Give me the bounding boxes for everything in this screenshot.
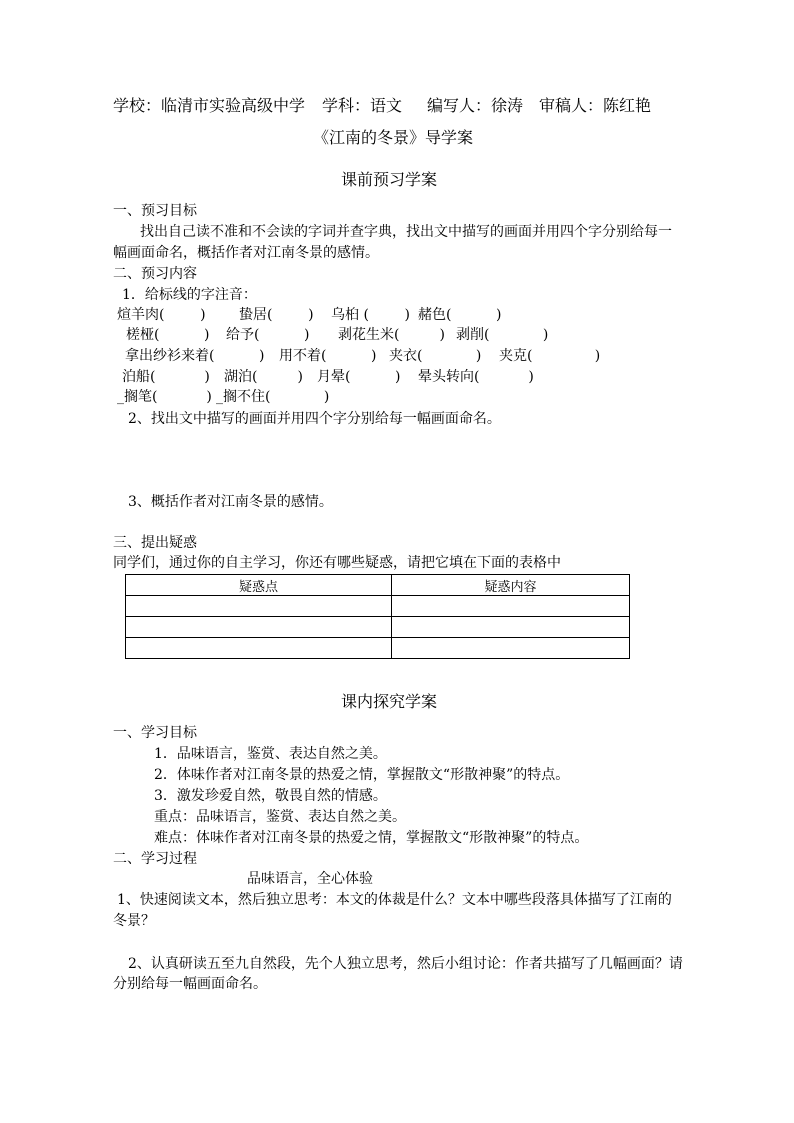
table-cell[interactable] [126, 638, 392, 659]
pinyin-item: 赭色( ) [418, 307, 502, 323]
document-title: 《江南的冬景》导学案 [313, 128, 474, 147]
pinyin-item: 泊船( ) [122, 369, 210, 385]
pinyin-item: 用不着( ) [279, 348, 377, 364]
learning-process-heading: 二、学习过程 [113, 851, 197, 867]
section-title-preview: 课前预习学案 [341, 170, 438, 189]
difficult-point: 难点：体味作者对江南冬景的热爱之情，掌握散文“形散神聚”的特点。 [154, 830, 589, 846]
table-header-row [126, 575, 630, 596]
table-header-doubt-content: 疑惑内容 [392, 575, 630, 596]
learning-goal-item: 1．品味语言，鉴赏、表达自然之美。 [154, 746, 387, 762]
preview-goal-text-cont: 幅画面命名，概括作者对江南冬景的感情。 [113, 245, 379, 261]
table-cell[interactable] [392, 596, 630, 617]
subject-label: 学科：语文 [322, 96, 403, 115]
task-1: 1、快速阅读文本，然后独立思考：本文的体裁是什么？文本中哪些段落具体描写了江南的 [117, 892, 672, 908]
task-2: 2、认真研读五至九自然段，先个人独立思考，然后小组讨论：作者共描写了几幅画面？请 [128, 956, 683, 972]
pinyin-item: 夹克( ) [499, 348, 601, 364]
question-2: 2、找出文中描写的画面并用四个字分别给每一幅画面命名。 [128, 411, 501, 427]
pinyin-item: 给予( ) [226, 327, 310, 343]
pinyin-item: 煊羊肉( ) [117, 307, 206, 323]
learning-goal-heading: 一、学习目标 [113, 725, 197, 741]
preview-content-heading: 二、预习内容 [113, 266, 197, 282]
reviewer-label: 审稿人：陈红艳 [539, 96, 652, 115]
table-cell[interactable] [126, 596, 392, 617]
pinyin-item: 拿出纱衫来着( ) [125, 348, 265, 364]
pinyin-item: 湖泊( ) [224, 369, 303, 385]
process-subtitle: 品味语言，全心体验 [247, 871, 373, 887]
pinyin-item: 夹衣( ) [389, 348, 482, 364]
author-label: 编写人：徐涛 [427, 96, 524, 115]
learning-goal-item: 3．激发珍爱自然，敬畏自然的情感。 [154, 788, 387, 804]
preview-goal-text: 找出自己读不准和不会读的字词并查字典，找出文中描写的画面并用四个字分别给每一 [140, 224, 672, 240]
pinyin-item: _搁不住( ) [216, 389, 330, 405]
key-point: 重点：品味语言，鉴赏、表达自然之美。 [154, 809, 406, 825]
doubt-intro: 同学们，通过你的自主学习，你还有哪些疑惑，请把它填在下面的表格中 [113, 555, 561, 571]
pinyin-item: 剥花生米( ) [338, 327, 445, 343]
pinyin-item: 蛰居( ) [239, 307, 314, 323]
table-cell[interactable] [126, 617, 392, 638]
table-cell[interactable] [392, 638, 630, 659]
table-header-doubt-point: 疑惑点 [126, 575, 392, 596]
pinyin-item: 月晕( ) [317, 369, 401, 385]
pinyin-item: 晕头转向( ) [418, 369, 534, 385]
table-row [126, 596, 630, 617]
pinyin-item: _搁笔( ) [117, 389, 212, 405]
pinyin-item: 乌桕 ( ) [331, 307, 410, 323]
table-row [126, 638, 630, 659]
question-1: 1．给标线的字注音： [122, 287, 257, 303]
pinyin-item: 槎桠( ) [126, 327, 210, 343]
school-label: 学校：临清市实验高级中学 [113, 96, 306, 115]
preview-goal-heading: 一、预习目标 [113, 203, 197, 219]
question-3: 3、概括作者对江南冬景的感情。 [128, 494, 333, 510]
learning-goal-item: 2．体味作者对江南冬景的热爱之情，掌握散文“形散神聚”的特点。 [154, 767, 570, 783]
table-cell[interactable] [392, 617, 630, 638]
doubt-table [125, 574, 630, 659]
pinyin-item: 剥削( ) [456, 327, 549, 343]
section-title-inquiry: 课内探究学案 [341, 692, 438, 711]
doubt-heading: 三、提出疑惑 [113, 535, 197, 551]
task-1-cont: 冬景？ [113, 913, 155, 929]
task-2-cont: 分别给每一幅画面命名。 [113, 976, 267, 992]
table-row [126, 617, 630, 638]
